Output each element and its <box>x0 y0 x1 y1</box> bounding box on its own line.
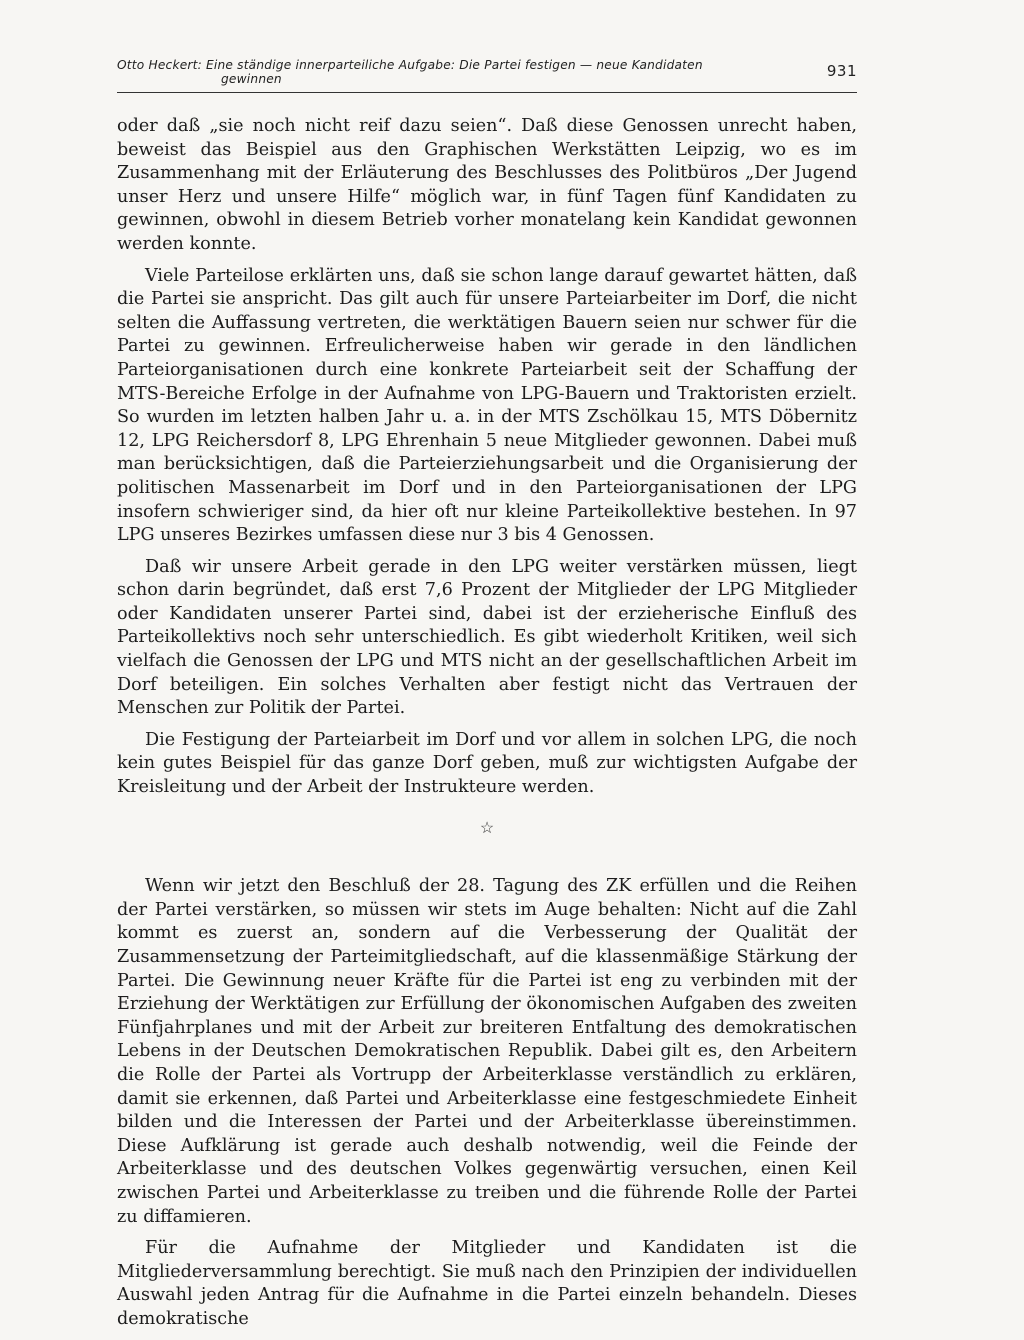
paragraph-3: Daß wir unsere Arbeit gerade in den LPG weiter verstärken müssen, liegt schon darin begründet, daß erst 7,6 Prozent der Mitglieder der LPG Mitglieder oder Kandidaten unserer Partei sind, dabei ist der erzieherische Einfluß des Parteikollektivs noch sehr unterschiedlich. Es gibt wiederholt Kritiken, weil sich vielfach die Genossen der LPG und MTS nicht an der gesellschaftlichen Arbeit im Dorf beteiligen. Ein solches Verhalten aber festigt nicht das Vertrauen der Menschen zur Politik der Partei. <box>117 556 857 719</box>
body-text <box>117 115 857 1340</box>
running-head-line-1: Otto Heckert: Eine ständige innerparteiliche Aufgabe: Die Partei festigen — neue Kandidaten <box>117 58 703 72</box>
page-header <box>117 58 857 94</box>
paragraph-2: Viele Parteilose erklärten uns, daß sie schon lange darauf gewartet hätten, daß die Partei sie anspricht. Das gilt auch für unsere Parteiarbeiter im Dorf, die nicht selten die Auffassung vertreten, die werktätigen Bauern seien nur schwer für die Partei zu gewinnen. Erfreulicherweise haben wir gerade in den ländlichen Parteiorganisationen durch eine konkrete Parteiarbeit seit der Schaffung der MTS-Bereiche Erfolge in der Aufnahme von LPG-Bauern und Traktoristen erzielt. So wurden im letzten halben Jahr u. a. in der MTS Zschölkau 15, MTS Döbernitz 12, LPG Reichersdorf 8, LPG Ehrenhain 5 neue Mitglieder gewonnen. Dabei muß man berücksichtigen, daß die Parteierziehungsarbeit und die Organisierung der politischen Massenarbeit im Dorf und in den Parteiorganisationen der LPG insofern schwieriger sind, da hier oft nur kleine Parteikollektive bestehen. In 97 LPG unseres Bezirkes umfassen diese nur 3 bis 4 Genossen. <box>117 265 857 546</box>
paragraph-5: Wenn wir jetzt den Beschluß der 28. Tagung des ZK erfüllen und die Reihen der Partei verstärken, so müssen wir stets im Auge behalten: Nicht auf die Zahl kommt es zuerst an, sondern auf die Verbesserung der Qualität der Zusammensetzung der Parteimitgliedschaft, auf die klassenmäßige Stärkung der Partei. Die Gewinnung neuer Kräfte für die Partei ist eng zu verbinden mit der Erziehung der Werktätigen zur Erfüllung der ökonomischen Aufgaben des zweiten Fünfjahrplanes und mit der Arbeit zur breiteren Entfaltung des demokratischen Lebens in der Deutschen Demokratischen Republik. Dabei gilt es, den Arbeitern die Rolle der Partei als Vortrupp der Arbeiterklasse verständlich zu erklären, damit sie erkennen, daß Partei und Arbeiterklasse eine festgeschmiedete Einheit bilden und die Interessen der Partei und der Arbeiterklasse übereinstimmen. Diese Aufklärung ist gerade auch deshalb notwendig, weil die Feinde der Arbeiterklasse und des deutschen Volkes gegenwärtig versuchen, einen Keil zwischen Partei und Arbeiterklasse zu treiben und die führende Rolle der Partei zu diffamieren. <box>117 876 857 1227</box>
paragraph-4: Die Festigung der Parteiarbeit im Dorf und vor allem in solchen LPG, die noch kein gutes Beispiel für das ganze Dorf geben, muß zur wichtigsten Aufgabe der Kreisleitung und der Arbeit der Instrukteure werden. <box>117 729 857 798</box>
running-head <box>117 58 777 86</box>
page-number: 931 <box>826 62 857 80</box>
paragraph-6: Für die Aufnahme der Mitglieder und Kandidaten ist die Mitgliederversammlung berechtigt. Sie muß nach den Prinzipien der individuellen Auswahl jeden Antrag für die Aufnahme in die Partei einzeln behandeln. Dieses demokratische <box>117 1238 857 1329</box>
running-head-line-2: gewinnen <box>221 72 282 86</box>
header-rule <box>117 92 857 93</box>
section-separator-star: ☆ <box>479 817 495 837</box>
paragraph-1: oder daß „sie noch nicht reif dazu seien“. Daß diese Genossen unrecht haben, beweist das Beispiel aus den Graphischen Werkstätten Leipzig, wo es im Zusammenhang mit der Erläuterung des Beschlusses des Politbüros „Der Jugend unser Herz und unsere Hilfe“ möglich war, in fünf Tagen fünf Kandidaten zu gewinnen, obwohl in diesem Betrieb vorher monatelang kein Kandidat gewonnen werden konnte. <box>117 116 857 254</box>
